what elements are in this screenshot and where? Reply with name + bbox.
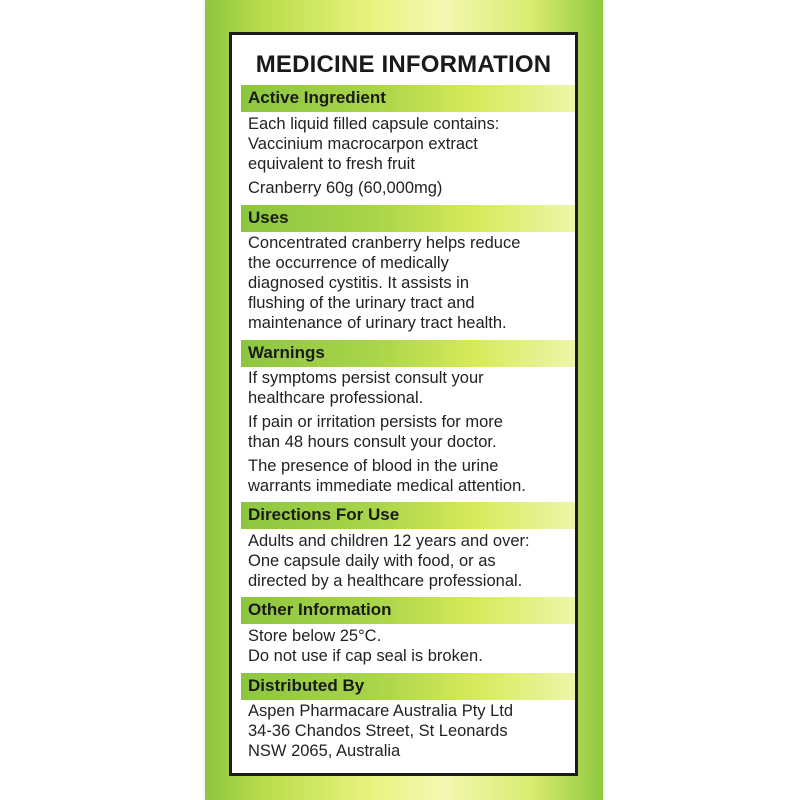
- other-information-text: [248, 626, 571, 666]
- text-line: Each liquid filled capsule contains:: [248, 115, 500, 133]
- section-header-directions: [241, 502, 575, 529]
- directions-text: [248, 531, 571, 591]
- text-line: If symptoms persist consult your: [248, 369, 484, 387]
- section-heading: Active Ingredient: [248, 88, 386, 107]
- text-line: Aspen Pharmacare Australia Pty Ltd: [248, 702, 514, 720]
- section-header-uses: [241, 205, 575, 232]
- text-line: Cranberry 60g (60,000mg): [248, 179, 443, 197]
- text-line: directed by a healthcare professional.: [248, 572, 523, 590]
- text-line: NSW 2065, Australia: [248, 742, 401, 760]
- panel-title: MEDICINE INFORMATION: [255, 51, 552, 78]
- text-line: maintenance of urinary tract health.: [248, 314, 507, 332]
- text-line: 34-36 Chandos Street, St Leonards: [248, 722, 508, 740]
- section-heading: Uses: [248, 208, 289, 227]
- text-line: Concentrated cranberry helps reduce: [248, 234, 521, 252]
- warnings-text: [248, 368, 571, 496]
- product-box-side: [205, 0, 603, 800]
- section-header-warnings: [241, 340, 575, 367]
- text-line: If pain or irritation persists for more: [248, 413, 503, 431]
- text-line: Vaccinium macrocarpon extract: [248, 135, 478, 153]
- section-heading: Distributed By: [248, 676, 365, 695]
- distributed-by-text: [248, 701, 571, 761]
- section-heading: Directions For Use: [248, 505, 400, 524]
- text-line: Store below 25°C.: [248, 627, 382, 645]
- text-line: healthcare professional.: [248, 389, 424, 407]
- text-line: Do not use if cap seal is broken.: [248, 647, 483, 665]
- active-ingredient-text: [248, 114, 571, 198]
- section-header-other-information: [241, 597, 575, 624]
- text-line: Adults and children 12 years and over:: [248, 532, 530, 550]
- text-line: the occurrence of medically: [248, 254, 449, 272]
- text-line: than 48 hours consult your doctor.: [248, 433, 497, 451]
- text-line: The presence of blood in the urine: [248, 457, 499, 475]
- text-line: flushing of the urinary tract and: [248, 294, 475, 312]
- uses-text: [248, 233, 571, 333]
- medicine-information-panel: [229, 32, 578, 776]
- section-header-active-ingredient: [241, 85, 575, 112]
- text-line: diagnosed cystitis. It assists in: [248, 274, 470, 292]
- section-header-distributed-by: [241, 673, 575, 700]
- section-heading: Other Information: [248, 600, 392, 619]
- text-line: equivalent to fresh fruit: [248, 155, 415, 173]
- text-line: One capsule daily with food, or as: [248, 552, 496, 570]
- text-line: warrants immediate medical attention.: [248, 477, 526, 495]
- section-heading: Warnings: [248, 343, 325, 362]
